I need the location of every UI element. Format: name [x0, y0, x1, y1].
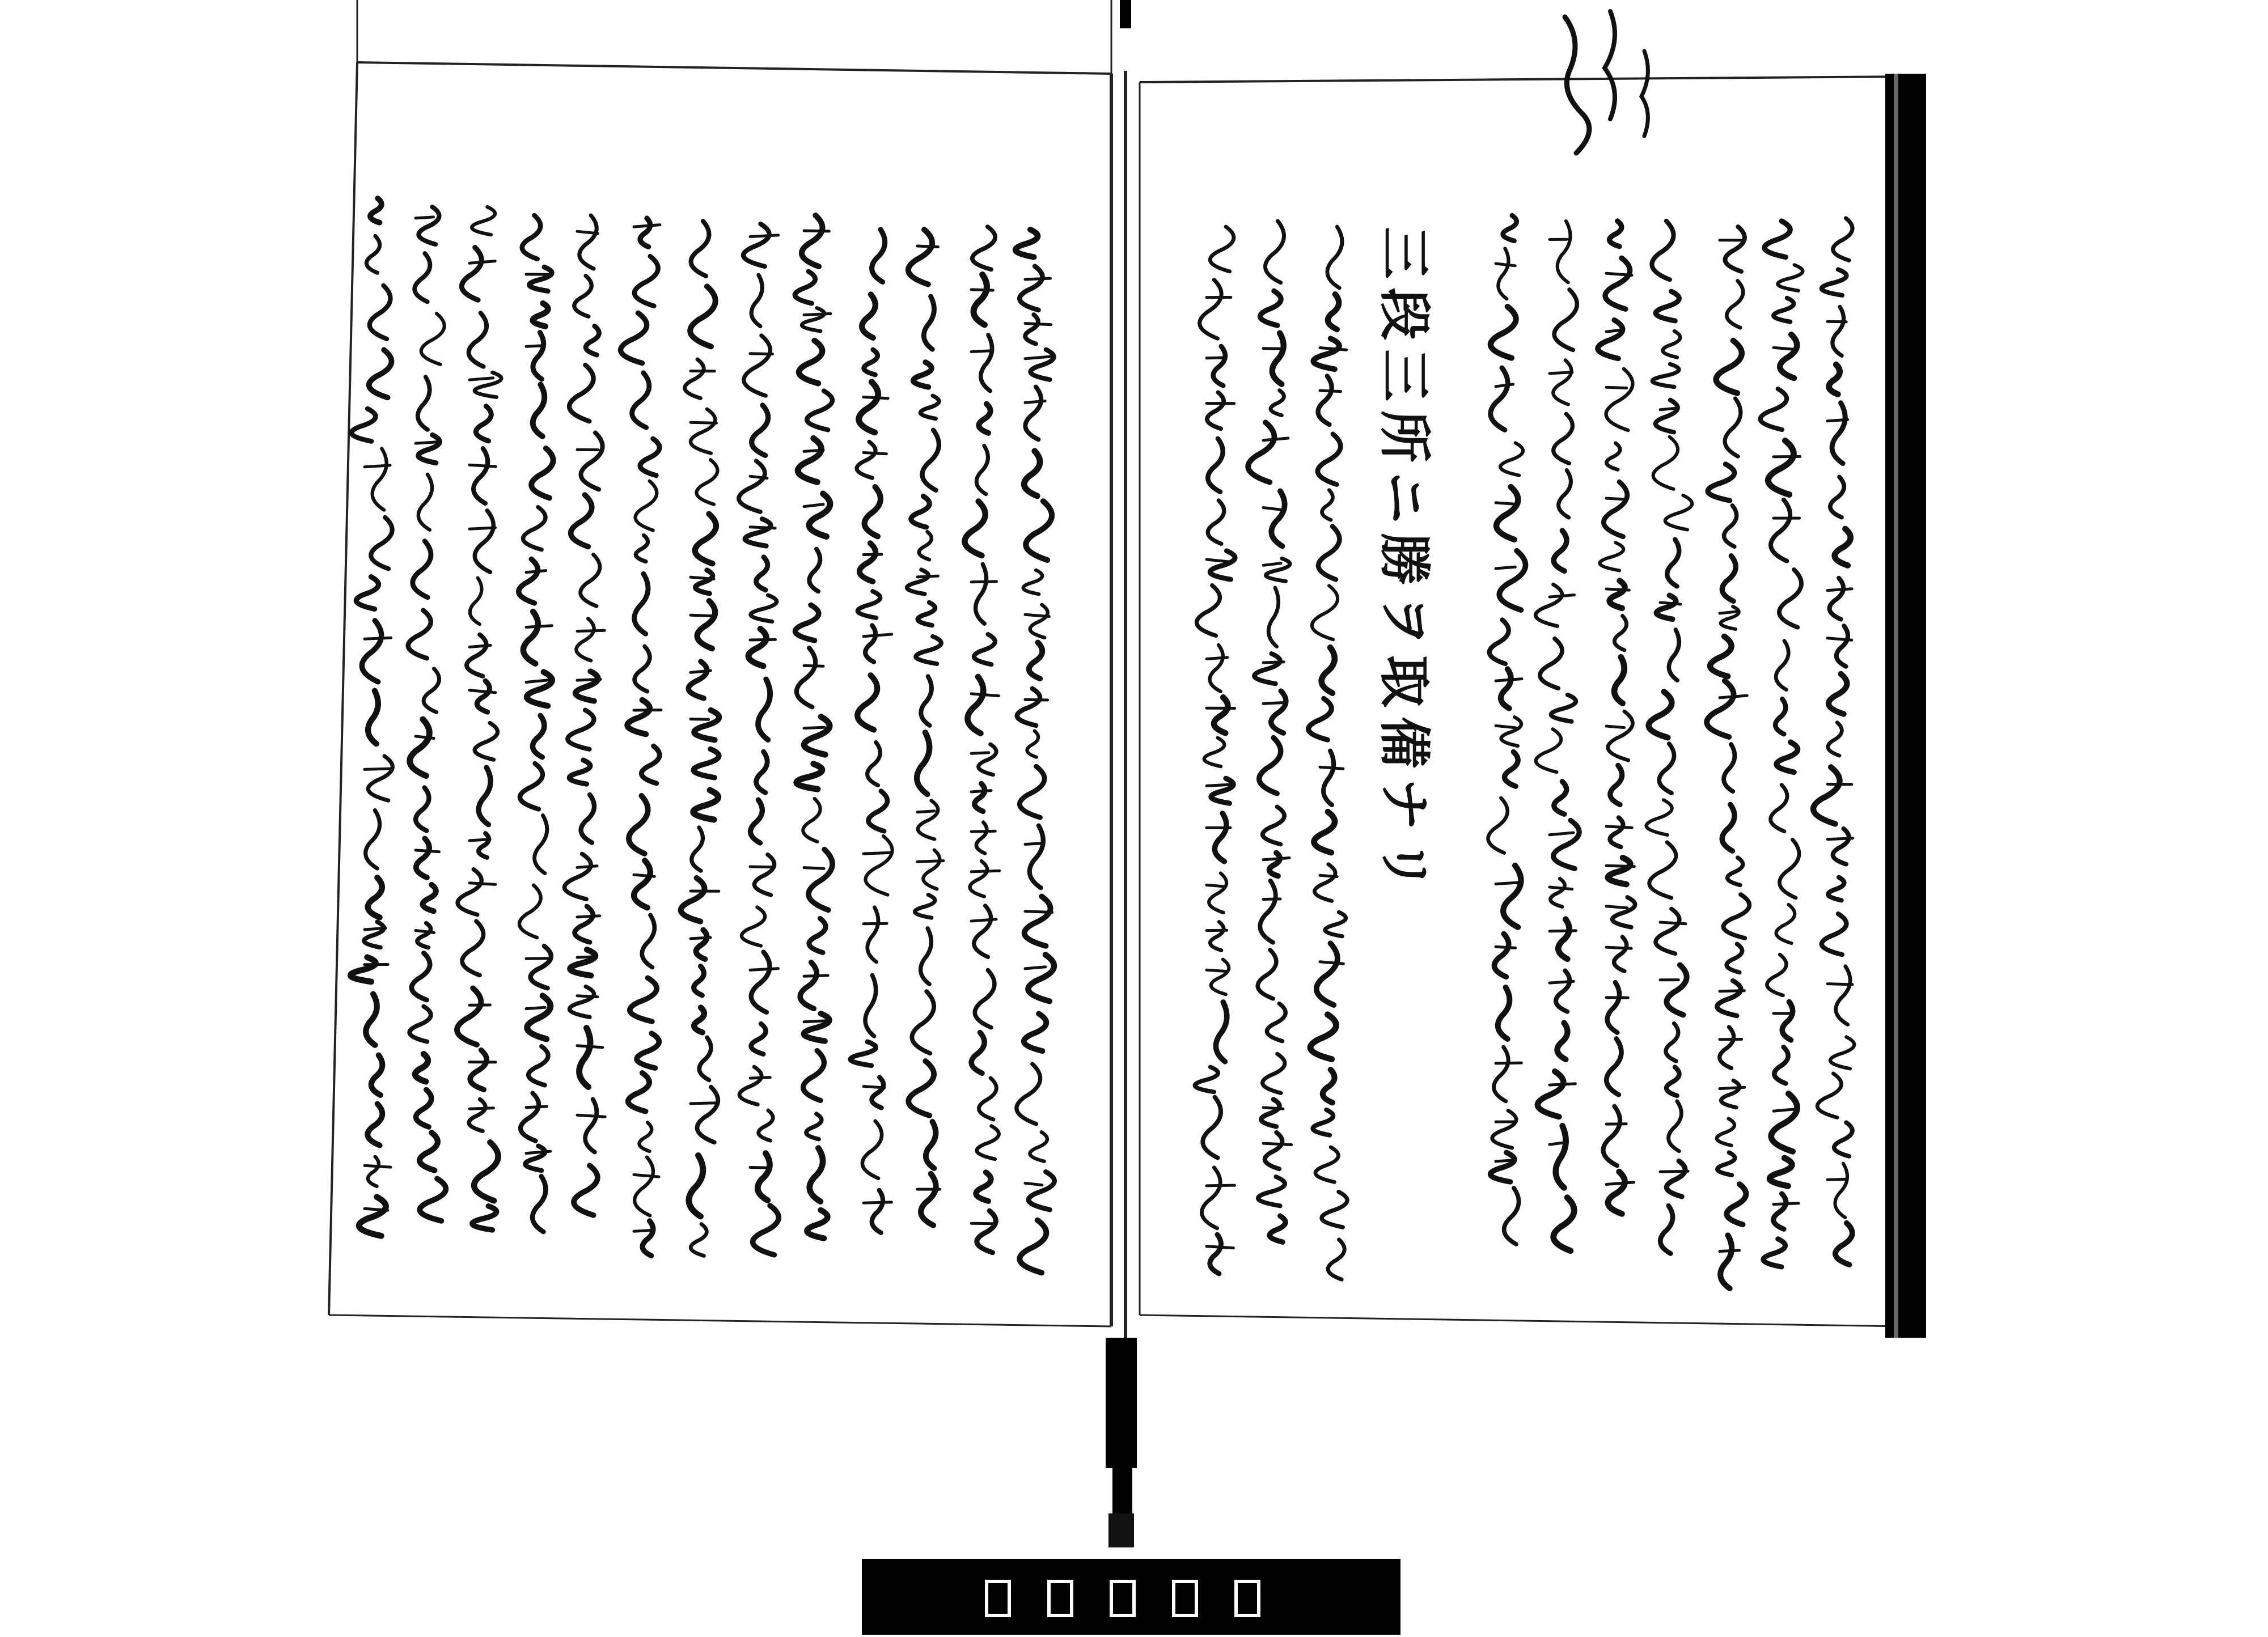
binding-strip: [1106, 1338, 1137, 1547]
top-binding-mark: [1120, 0, 1131, 28]
section-heading: 三段三所ニ勝ヲ取備ナリ: [1374, 227, 1435, 901]
reference-tab: [862, 1559, 1400, 1635]
book-block-edge: [1885, 74, 1926, 1338]
